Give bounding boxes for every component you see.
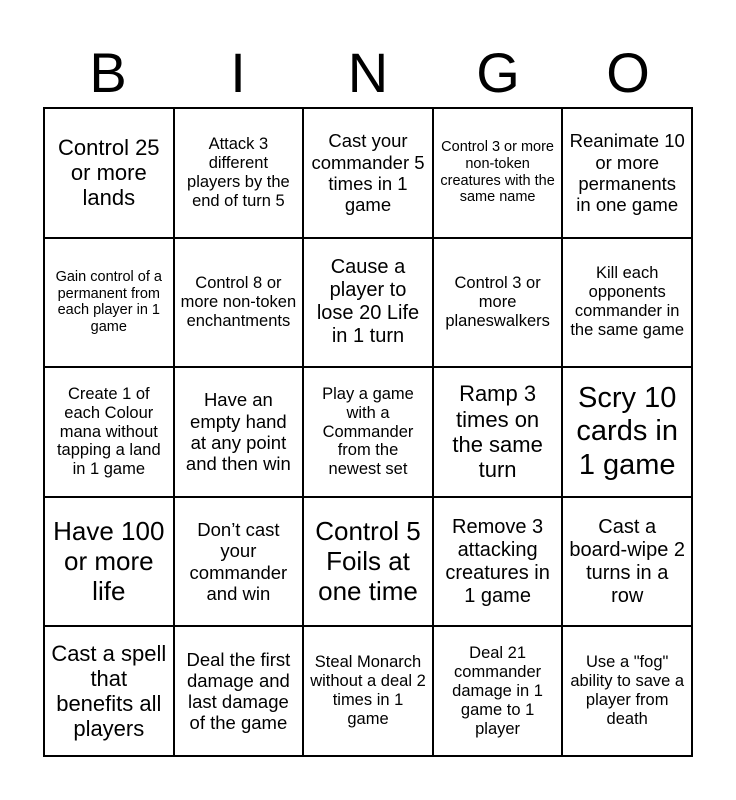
header-letter-g: G	[476, 41, 520, 104]
bingo-cell[interactable]: Use a "fog" ability to save a player from death	[562, 626, 692, 756]
header-letter-o: O	[606, 41, 650, 104]
bingo-cell[interactable]: Ramp 3 times on the same turn	[433, 367, 563, 497]
bingo-cell[interactable]: Deal the first damage and last damage of the game	[174, 626, 304, 756]
bingo-board	[43, 107, 693, 757]
bingo-header	[43, 42, 693, 104]
bingo-cell[interactable]: Have 100 or more life	[44, 497, 174, 627]
header-letter-i: I	[230, 41, 246, 104]
bingo-cell[interactable]: Kill each opponents commander in the same game	[562, 238, 692, 368]
bingo-cell[interactable]: Cast your commander 5 times in 1 game	[303, 108, 433, 238]
bingo-cell[interactable]: Deal 21 commander damage in 1 game to 1 player	[433, 626, 563, 756]
bingo-cell[interactable]: Cause a player to lose 20 Life in 1 turn	[303, 238, 433, 368]
bingo-cell[interactable]: Control 3 or more planeswalkers	[433, 238, 563, 368]
bingo-cell[interactable]: Attack 3 different players by the end of turn 5	[174, 108, 304, 238]
bingo-cell[interactable]: Reanimate 10 or more permanents in one game	[562, 108, 692, 238]
bingo-cell[interactable]: Have an empty hand at any point and then win	[174, 367, 304, 497]
bingo-cell[interactable]: Cast a board-wipe 2 turns in a row	[562, 497, 692, 627]
bingo-cell[interactable]: Gain control of a permanent from each player in 1 game	[44, 238, 174, 368]
bingo-cell[interactable]: Steal Monarch without a deal 2 times in 1 game	[303, 626, 433, 756]
bingo-cell[interactable]: Scry 10 cards in 1 game	[562, 367, 692, 497]
header-letter-n: N	[347, 41, 389, 104]
bingo-cell[interactable]: Remove 3 attacking creatures in 1 game	[433, 497, 563, 627]
bingo-cell[interactable]: Control 3 or more non-token creatures with the same name	[433, 108, 563, 238]
header-letter-b: B	[89, 41, 127, 104]
bingo-cell[interactable]: Play a game with a Commander from the newest set	[303, 367, 433, 497]
bingo-cell[interactable]: Control 5 Foils at one time	[303, 497, 433, 627]
bingo-cell[interactable]: Control 8 or more non-token enchantments	[174, 238, 304, 368]
bingo-cell[interactable]: Don’t cast your commander and win	[174, 497, 304, 627]
bingo-cell[interactable]: Control 25 or more lands	[44, 108, 174, 238]
bingo-cell[interactable]: Create 1 of each Colour mana without tapping a land in 1 game	[44, 367, 174, 497]
bingo-cell[interactable]: Cast a spell that benefits all players	[44, 626, 174, 756]
